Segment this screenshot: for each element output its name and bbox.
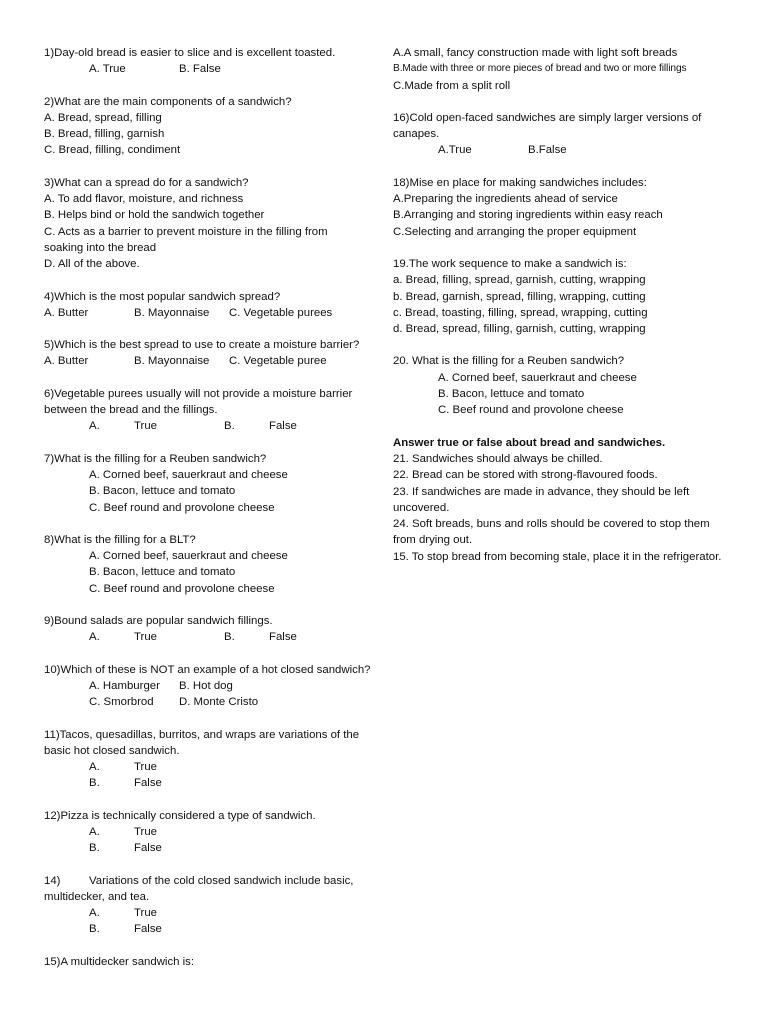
option-b: B. Bacon, lettuce and tomato: [89, 566, 236, 579]
section-heading: Answer true or false about bread and sandwiches.: [393, 436, 666, 449]
question-19: [393, 256, 733, 337]
option-b: B. Bacon, lettuce and tomato: [438, 388, 585, 401]
tf-item-24: 24. Soft breads, buns and rolls should be covered to stop them from drying out.: [393, 518, 710, 547]
option-b-value: False: [134, 842, 162, 855]
option-a: A. Corned beef, sauerkraut and cheese: [89, 468, 288, 481]
question-text: 18)Mise en place for making sandwiches includes:: [393, 176, 647, 189]
option-a: A. Bread, spread, filling: [44, 111, 162, 124]
question-15: [44, 954, 366, 970]
question-text: 1)Day-old bread is easier to slice and is excellent toasted.: [44, 47, 336, 59]
option-c: C. Beef round and provolone cheese: [89, 582, 275, 595]
option-c: C. Vegetable puree: [229, 355, 327, 368]
option-a: A. True: [89, 63, 126, 76]
option-c: C. Smorbrod: [89, 696, 154, 709]
question-text: 7)What is the filling for a Reuben sandwich?: [44, 452, 267, 465]
option-a: A. Corned beef, sauerkraut and cheese: [438, 371, 637, 384]
option-b-value: False: [134, 777, 162, 790]
option-c: C. Beef round and provolone cheese: [438, 404, 624, 417]
true-false-section: [393, 435, 733, 565]
option-b: B.Arranging and storing ingredients within easy reach: [393, 209, 663, 222]
question-6: [44, 386, 366, 435]
question-text-continued: multidecker, and tea.: [44, 890, 150, 903]
question-text: 8)What is the filling for a BLT?: [44, 533, 196, 546]
question-14: [44, 873, 366, 938]
question-text: 10)Which of these is NOT an example of a hot closed sandwich?: [44, 663, 371, 676]
option-b-value: False: [269, 631, 297, 644]
option-a: A. Butter: [44, 306, 89, 319]
question-4: [44, 289, 366, 322]
question-11: [44, 727, 366, 792]
option-d: d. Bread, spread, filling, garnish, cutting, wrapping: [393, 323, 646, 336]
question-1: [44, 45, 366, 78]
question-16: [393, 110, 733, 159]
option-b: B.False: [528, 144, 567, 157]
tf-item-22: 22. Bread can be stored with strong-flavoured foods.: [393, 469, 658, 482]
option-a: A.True: [438, 144, 472, 157]
question-18: [393, 175, 733, 240]
question-9: [44, 613, 366, 646]
option-c: C. Vegetable purees: [229, 306, 333, 319]
question-20: [393, 353, 733, 418]
question-12: [44, 808, 366, 857]
option-c: C. Bread, filling, condiment: [44, 144, 181, 157]
option-b-value: False: [134, 923, 162, 936]
option-a: A.: [89, 631, 100, 644]
option-b: B. Mayonnaise: [134, 355, 210, 368]
option-a: A. Butter: [44, 355, 89, 368]
option-c: C. Beef round and provolone cheese: [89, 501, 275, 514]
option-c: C.Selecting and arranging the proper equipment: [393, 225, 637, 238]
question-text: 6)Vegetable purees usually will not provide a moisture barrier between the bread and the fillings.: [44, 387, 353, 417]
option-d: D. Monte Cristo: [179, 696, 259, 709]
question-text: 2)What are the main components of a sandwich?: [44, 95, 292, 108]
option-a-value: True: [134, 761, 157, 774]
option-a: A.: [89, 761, 100, 774]
option-b: B.: [224, 420, 235, 433]
question-text: 11)Tacos, quesadillas, burritos, and wraps are variations of the basic hot closed sandwich.: [44, 728, 360, 757]
option-b: B. Bread, filling, garnish: [44, 128, 165, 141]
question-text: Variations of the cold closed sandwich include basic,: [89, 874, 354, 887]
option-b: B.: [89, 923, 100, 936]
option-b: B.: [224, 631, 235, 644]
question-15-options: [393, 45, 733, 94]
question-text: 3)What can a spread do for a sandwich?: [44, 176, 249, 189]
option-b: B.Made with three or more pieces of bread and two or more fillings: [393, 63, 687, 75]
option-a-value: True: [134, 825, 157, 838]
question-text: 12)Pizza is technically considered a type of sandwich.: [44, 809, 316, 822]
option-a-value: True: [134, 631, 157, 644]
question-text: 9)Bound salads are popular sandwich fillings.: [44, 615, 273, 628]
question-7: [44, 451, 366, 516]
option-b: b. Bread, garnish, spread, filling, wrapping, cutting: [393, 290, 646, 303]
question-text: 5)Which is the best spread to use to create a moisture barrier?: [44, 339, 360, 352]
option-a: a. Bread, filling, spread, garnish, cutting, wrapping: [393, 274, 646, 287]
question-text: 15)A multidecker sandwich is:: [44, 955, 195, 968]
question-3: [44, 175, 366, 273]
option-b: B. Mayonnaise: [134, 306, 210, 319]
option-c: C.Made from a split roll: [393, 79, 511, 92]
question-text: 19.The work sequence to make a sandwich is:: [393, 257, 627, 270]
option-a: A.A small, fancy construction made with light soft breads: [393, 47, 678, 59]
option-a: A.: [89, 825, 100, 838]
question-text: 16)Cold open-faced sandwiches are simply larger versions of canapes.: [393, 111, 702, 141]
option-b: B. Hot dog: [179, 679, 233, 692]
question-5: [44, 337, 366, 370]
option-b: B. Bacon, lettuce and tomato: [89, 485, 236, 498]
option-a: A.Preparing the ingredients ahead of service: [393, 193, 618, 206]
question-2: [44, 94, 366, 159]
question-text: 20. What is the filling for a Reuben sandwich?: [393, 355, 625, 368]
option-b: B.: [89, 842, 100, 855]
left-column: [44, 45, 371, 986]
question-10: [44, 662, 371, 711]
tf-item-21: 21. Sandwiches should always be chilled.: [393, 452, 603, 465]
option-d: D. All of the above.: [44, 258, 140, 271]
option-a: A. Corned beef, sauerkraut and cheese: [89, 550, 288, 563]
question-text: 4)Which is the most popular sandwich spread?: [44, 290, 281, 303]
right-column: [393, 45, 733, 581]
tf-item-15: 15. To stop bread from becoming stale, place it in the refrigerator.: [393, 550, 722, 563]
option-a-value: True: [134, 420, 157, 433]
option-b-value: False: [269, 420, 297, 433]
option-b: B.: [89, 777, 100, 790]
option-c: C. Acts as a barrier to prevent moisture in the filling from soaking into the bread: [44, 225, 328, 254]
tf-item-23: 23. If sandwiches are made in advance, they should be left uncovered.: [393, 485, 690, 514]
option-b: B. Helps bind or hold the sandwich together: [44, 209, 265, 222]
option-a: A.: [89, 420, 100, 433]
option-a: A. To add flavor, moisture, and richness: [44, 193, 244, 206]
option-c: c. Bread, toasting, filling, spread, wrapping, cutting: [393, 306, 648, 319]
question-8: [44, 532, 366, 597]
option-a: A. Hamburger: [89, 679, 160, 692]
option-a: A.: [89, 907, 100, 920]
option-b: B. False: [179, 63, 221, 76]
option-a-value: True: [134, 907, 157, 920]
question-number: 14): [44, 874, 61, 887]
